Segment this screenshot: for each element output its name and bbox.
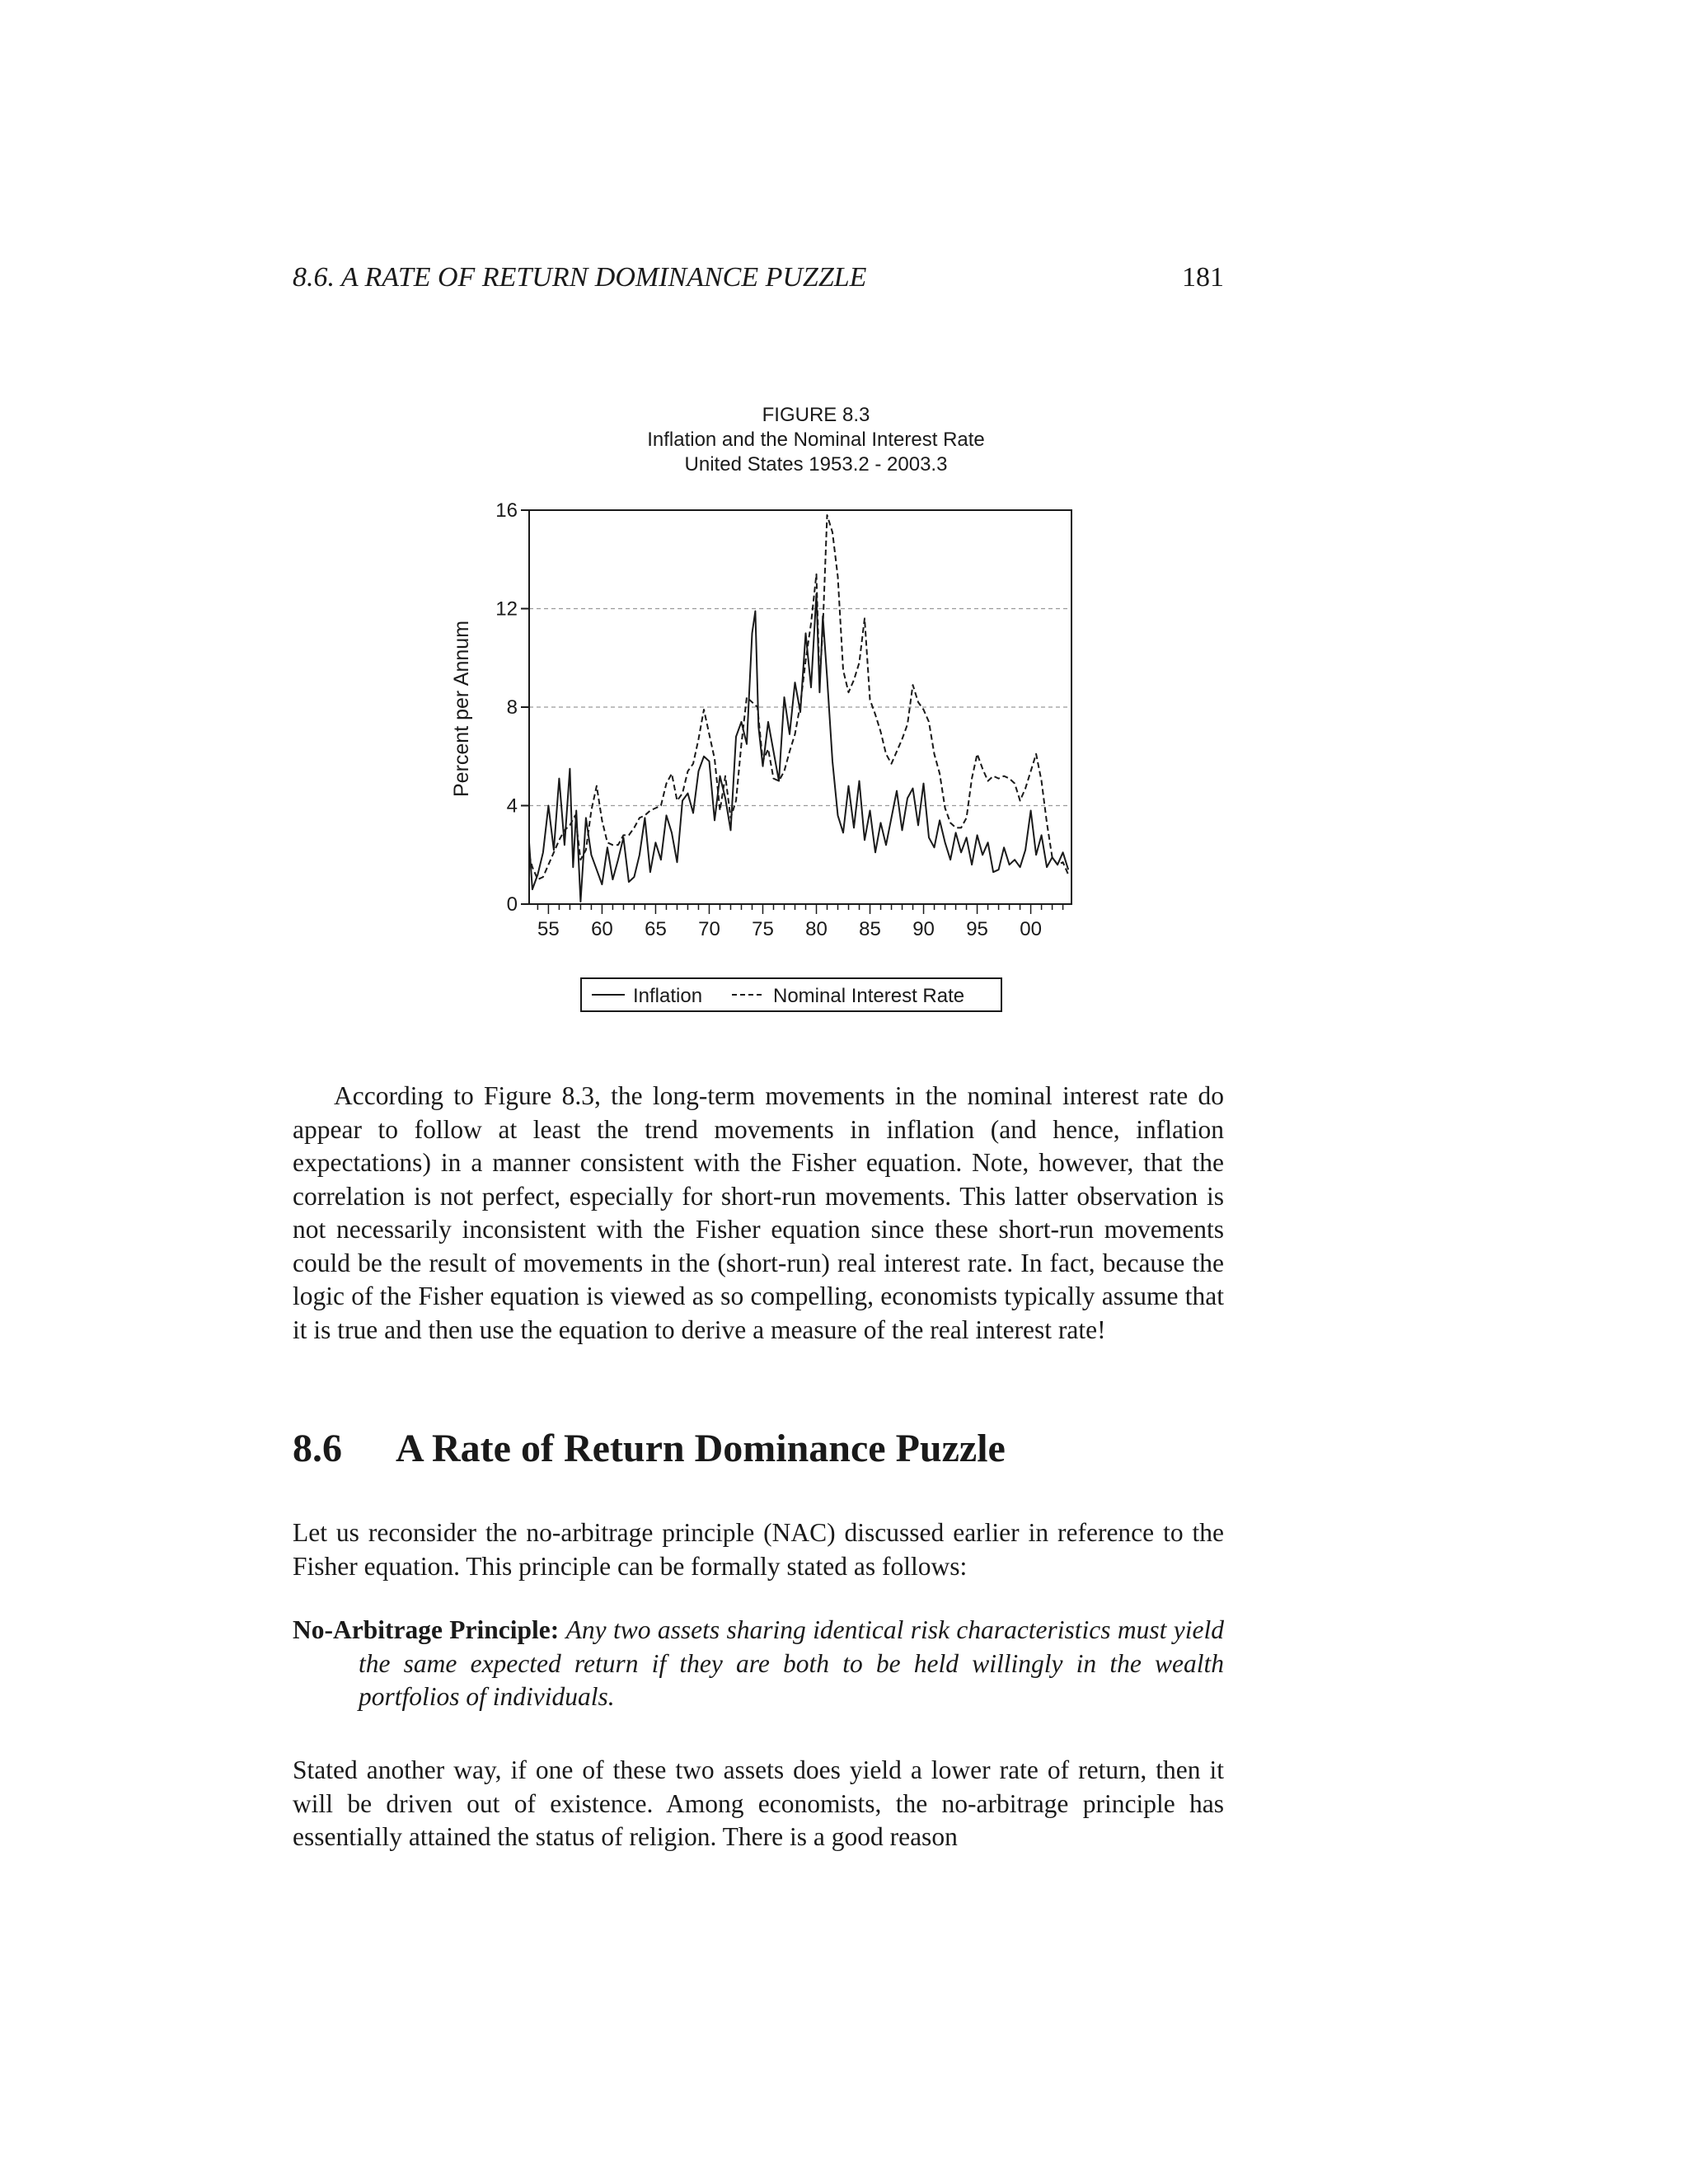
x-tick-label-70: 70 [698,918,720,940]
figure-title-line-2: Inflation and the Nominal Interest Rate [647,429,985,451]
running-head-section: 8.6. A RATE OF RETURN DOMINANCE PUZZLE [293,262,867,293]
nominal-interest-rate-line [529,515,1068,879]
y-tick-label-16: 16 [495,499,518,522]
principle-label: No-Arbitrage Principle: [293,1615,560,1644]
line-chart [437,400,1121,1026]
figure-title-line-3: United States 1953.2 - 2003.3 [684,453,948,476]
legend [581,978,1001,1011]
paragraph-intro-nac: Let us reconsider the no-arbitrage principle (NAC) discussed earlier in reference to the Fisher equation. This principle can be formally stated as follows: [293,1518,1224,1581]
x-tick-label-95: 95 [966,918,988,940]
page-number: 181 [1182,262,1224,293]
x-tick-label-85: 85 [859,918,881,940]
legend-inflation-label: Inflation [633,985,703,1007]
section-number: 8.6 [293,1427,342,1470]
legend-nominal-label: Nominal Interest Rate [773,985,965,1007]
running-head [293,262,1224,298]
x-tick-label-60: 60 [591,918,613,940]
y-tick-label-8: 8 [506,696,518,719]
x-tick-label-80: 80 [805,918,828,940]
y-tick-label-4: 4 [506,794,518,818]
paragraph-figure-discussion: According to Figure 8.3, the long-term movements in the nominal interest rate do appear to follow at least the trend movements in inflation (and hence, inflation expectations) in a manner consistent with the Fisher equation. Note, however, that the correlation is not perfect, especially for short-run movements. This latter observation is not necessarily inconsistent with the Fisher equation since these short-run movements could be the result of movements in the (short-run) real interest rate. In fact, because the logic of the Fisher equation is viewed as so compelling, economists typically assume that it is true and then use the equation to derive a measure of the real interest rate! [293,1081,1224,1344]
x-tick-label-75: 75 [752,918,774,940]
section-title: A Rate of Return Dominance Puzzle [396,1427,1006,1470]
y-axis-label: Percent per Annum [450,620,473,798]
x-tick-label-55: 55 [537,918,560,940]
figure-title-line-1: FIGURE 8.3 [762,404,870,426]
inflation-line [529,594,1068,902]
figure-8-3 [437,400,1121,1026]
y-tick-label-0: 0 [506,893,518,916]
x-tick-label-90: 90 [912,918,935,940]
y-tick-label-12: 12 [495,598,518,621]
paragraph-stated-another-way: Stated another way, if one of these two assets does yield a lower rate of return, then it will be driven out of existence. Among economists, the no-arbitrage principle has essentially attained the status of religion. There is a good reason [293,1755,1224,1851]
x-tick-label-00: 00 [1020,918,1042,940]
principle-statement: Any two assets sharing identical risk characteristics must yield the same expected return if they are both to be held willingly in the wealth portfolios of individuals. [359,1615,1225,1711]
no-arbitrage-principle [293,1614,1224,1714]
x-tick-label-65: 65 [645,918,667,940]
